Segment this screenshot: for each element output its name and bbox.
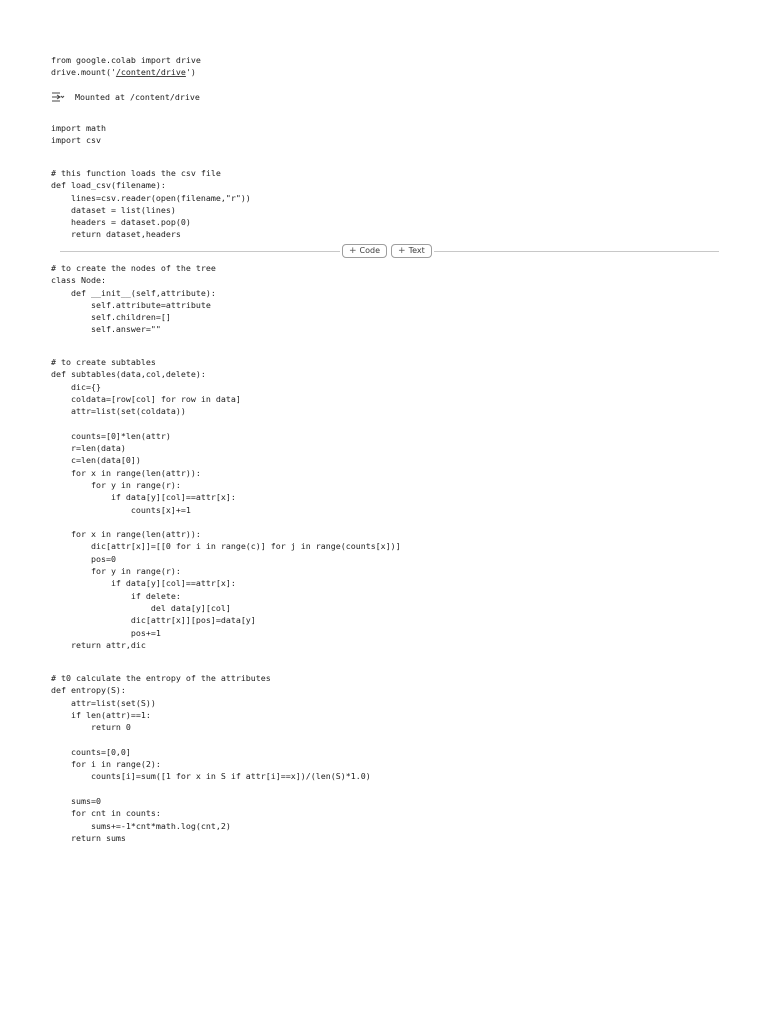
code-fragment: drive.mount(' bbox=[51, 67, 116, 78]
add-text-label: Text bbox=[408, 246, 425, 255]
code-cell-subtables[interactable]: # to create subtables def subtables(data,col,delete): dic={} coldata=[row[col] for row in data] attr=list(set(coldata)) counts=[0]*len(attr) r=len(data) c=len(data[0]) for x in range(len(attr)): for y in range(r): if data[y][col]==attr[x]: counts[x]+=1 for x in range(len(attr)): dic[attr[x]]=[[0 for i in range(c)] for j in range(counts[x])] pos=0 for y in range(r): if data[y][col]==attr[x]: if delete: del data[y][col] dic[attr[x]][pos]=data[y] pos+=1 return attr,dic bbox=[51, 357, 401, 650]
drive-path-link[interactable]: /content/drive bbox=[115, 67, 186, 78]
output-collapse-icon[interactable] bbox=[51, 91, 65, 103]
code-cell-drive-mount[interactable] bbox=[51, 54, 201, 79]
output-text: Mounted at /content/drive bbox=[75, 92, 200, 102]
add-cell-toolbar bbox=[340, 244, 434, 258]
plus-icon: + bbox=[398, 246, 406, 256]
code-cell-load-csv[interactable]: # this function loads the csv file def load_csv(filename): lines=csv.reader(open(filename,"r")) dataset = list(lines) headers = dataset.pop(0) return dataset,headers bbox=[51, 168, 251, 240]
add-text-cell-button[interactable] bbox=[391, 244, 432, 258]
code-line: from google.colab import drive bbox=[51, 55, 201, 65]
cell-output bbox=[51, 90, 200, 104]
code-cell-entropy[interactable]: # t0 calculate the entropy of the attributes def entropy(S): attr=list(set(S)) if len(attr)==1: return 0 counts=[0,0] for i in range(2): counts[i]=sum([1 for x in S if attr[i]==x])/(len(S)*1.0) sums=0 for cnt in counts: sums+=-1*cnt*math.log(cnt,2) return sums bbox=[51, 673, 371, 843]
plus-icon: + bbox=[349, 246, 357, 256]
code-fragment: ') bbox=[185, 67, 196, 78]
code-cell-imports[interactable]: import math import csv bbox=[51, 123, 106, 146]
code-line bbox=[51, 67, 196, 77]
code-cell-node-class[interactable]: # to create the nodes of the tree class Node: def __init__(self,attribute): self.attribute=attribute self.children=[] self.answer="" bbox=[51, 263, 216, 335]
add-code-cell-button[interactable] bbox=[342, 244, 387, 258]
add-code-label: Code bbox=[359, 246, 381, 255]
